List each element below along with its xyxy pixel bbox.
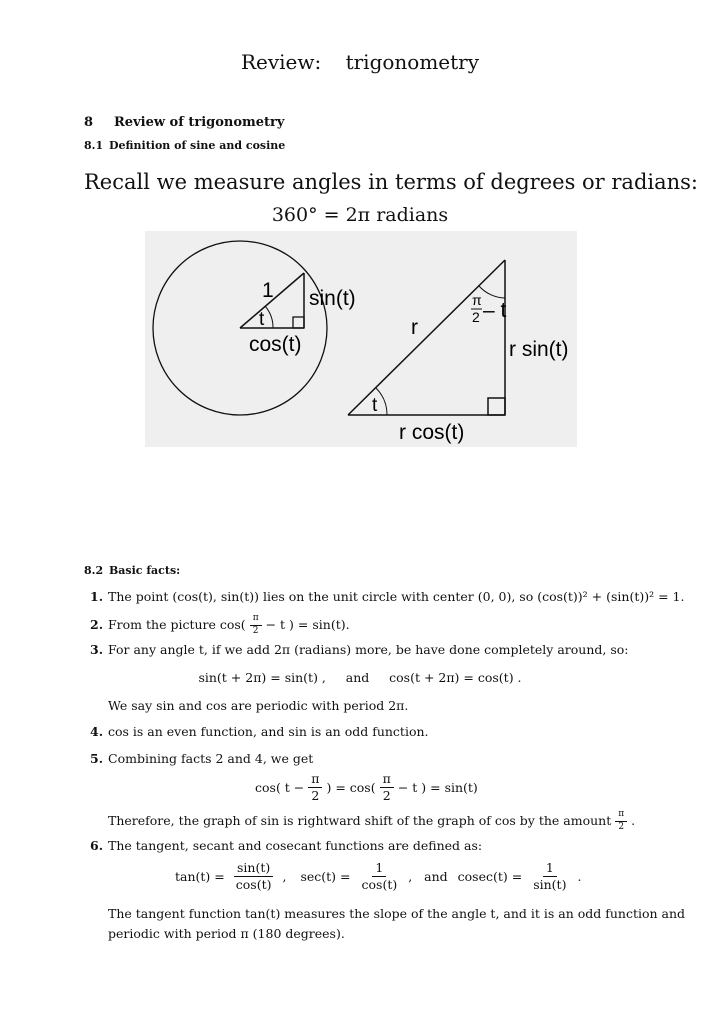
tan-fraction: [233, 861, 275, 892]
fraction-numerator: 1: [372, 861, 386, 877]
fact-6: [90, 838, 482, 853]
circle-angle-label: t: [259, 309, 265, 330]
triangle-hyp-label: r: [411, 316, 418, 339]
shift-note: [108, 810, 635, 833]
csc-lhs: cosec(t) =: [457, 868, 523, 884]
fact-5: [90, 751, 313, 766]
triangle-right-angle-mark: [488, 398, 505, 415]
tangent-note-line-2: periodic with period π (180 degrees).: [108, 926, 345, 941]
equation-part: − t ) = sin(t): [397, 779, 478, 795]
fact-4: [90, 724, 429, 739]
fact-text: The tangent, secant and cosecant functions are defined as:: [108, 838, 483, 853]
subsection-number: 8.2: [84, 564, 104, 577]
fact-number: 3.: [90, 642, 104, 657]
equation-part: ) = cos(: [326, 779, 376, 795]
fraction-numerator: π: [615, 810, 627, 822]
fact-text: For any angle t, if we add 2π (radians) more, be have done completely around, so:: [108, 642, 629, 657]
separator: , and: [408, 868, 448, 884]
pi-over-two: [308, 772, 322, 803]
circle-hyp-label: 1: [262, 279, 274, 302]
fraction-numerator: π: [308, 772, 322, 788]
note-text: Therefore, the graph of sin is rightward shift of the graph of cos by the amount: [108, 812, 612, 828]
triangle-angle-pi: π: [472, 292, 482, 308]
triangle-bottom-angle-arc: [376, 388, 387, 415]
fact-text-post: − t ) = sin(t).: [265, 616, 350, 632]
subsection-heading-2: [84, 564, 180, 577]
triangle-adj-label: r cos(t): [399, 421, 465, 444]
section-number: 8: [84, 115, 94, 130]
triangle-angle-label: t: [372, 395, 378, 416]
subsection-title: Definition of sine and cosine: [109, 139, 286, 152]
subsection-heading-1: [84, 139, 285, 152]
fact-number: 4.: [90, 724, 104, 739]
fact-text: The point (cos(t), sin(t)) lies on the unit circle with center (0, 0), so (cos(t))² + (sin(t))² = 1.: [108, 589, 685, 604]
tangent-note-line-1: The tangent function tan(t) measures the slope of the angle t, and it is an odd function and: [108, 906, 686, 921]
subsection-number: 8.1: [84, 139, 104, 152]
circle-opp-label: sin(t): [309, 287, 356, 310]
equation-part: cos( t −: [255, 779, 305, 795]
csc-fraction: [530, 861, 569, 892]
shift-equation: [255, 772, 478, 803]
fraction-numerator: π: [250, 614, 262, 626]
page-title: Review: trigonometry: [240, 50, 480, 74]
fraction-denominator: 2: [311, 787, 320, 803]
fraction-denominator: 2: [252, 625, 259, 636]
fraction-denominator: sin(t): [533, 876, 567, 892]
section-title: Review of trigonometry: [114, 115, 285, 130]
subsection-title: Basic facts:: [109, 564, 181, 577]
pi-over-two: [250, 614, 262, 637]
fraction-denominator: 2: [618, 821, 625, 832]
trig-figure: [145, 231, 577, 447]
fact-text: cos is an even function, and sin is an odd function.: [108, 724, 429, 739]
note-text: .: [631, 812, 636, 828]
fact-number: 5.: [90, 751, 104, 766]
trig-definitions: [175, 861, 581, 892]
tan-lhs: tan(t) =: [175, 868, 225, 884]
fact-text-pre: From the picture cos(: [108, 616, 246, 632]
separator: ,: [282, 868, 287, 884]
fraction-numerator: π: [380, 772, 394, 788]
fraction-numerator: 1: [543, 861, 557, 877]
section-heading: [84, 115, 284, 130]
fact-number: 2.: [90, 616, 104, 632]
trig-diagram: [145, 231, 577, 447]
triangle-hypotenuse: [348, 260, 505, 415]
circle-adj-label: cos(t): [249, 333, 302, 356]
periodicity-equation: sin(t + 2π) = sin(t) , and cos(t + 2π) = cos(t) .: [198, 670, 522, 685]
degrees-equation: 360° = 2π radians: [271, 204, 449, 226]
pi-over-two: [380, 772, 394, 803]
fraction-denominator: cos(t): [235, 876, 272, 892]
fact-3: [90, 642, 629, 657]
separator: .: [577, 868, 582, 884]
triangle-angle-rest: – t: [483, 299, 507, 322]
circle-right-angle-mark: [293, 317, 304, 328]
fraction-denominator: 2: [382, 787, 391, 803]
triangle-top-angle-arc: [479, 286, 505, 298]
fact-number: 1.: [90, 589, 104, 604]
triangle-angle-two: 2: [472, 309, 480, 325]
fraction-denominator: cos(t): [361, 876, 398, 892]
fact-2: [90, 614, 350, 637]
sec-lhs: sec(t) =: [300, 868, 351, 884]
intro-text: Recall we measure angles in terms of degrees or radians:: [84, 170, 699, 194]
fact-text: Combining facts 2 and 4, we get: [108, 751, 314, 766]
fact-number: 6.: [90, 838, 104, 853]
circle-angle-arc: [265, 306, 273, 328]
pi-over-two: [615, 810, 627, 833]
triangle-opp-label: r sin(t): [509, 338, 569, 361]
periodicity-note: We say sin and cos are periodic with period 2π.: [108, 698, 409, 713]
sec-fraction: [359, 861, 401, 892]
fraction-numerator: sin(t): [234, 861, 273, 877]
fact-1: [90, 589, 684, 604]
